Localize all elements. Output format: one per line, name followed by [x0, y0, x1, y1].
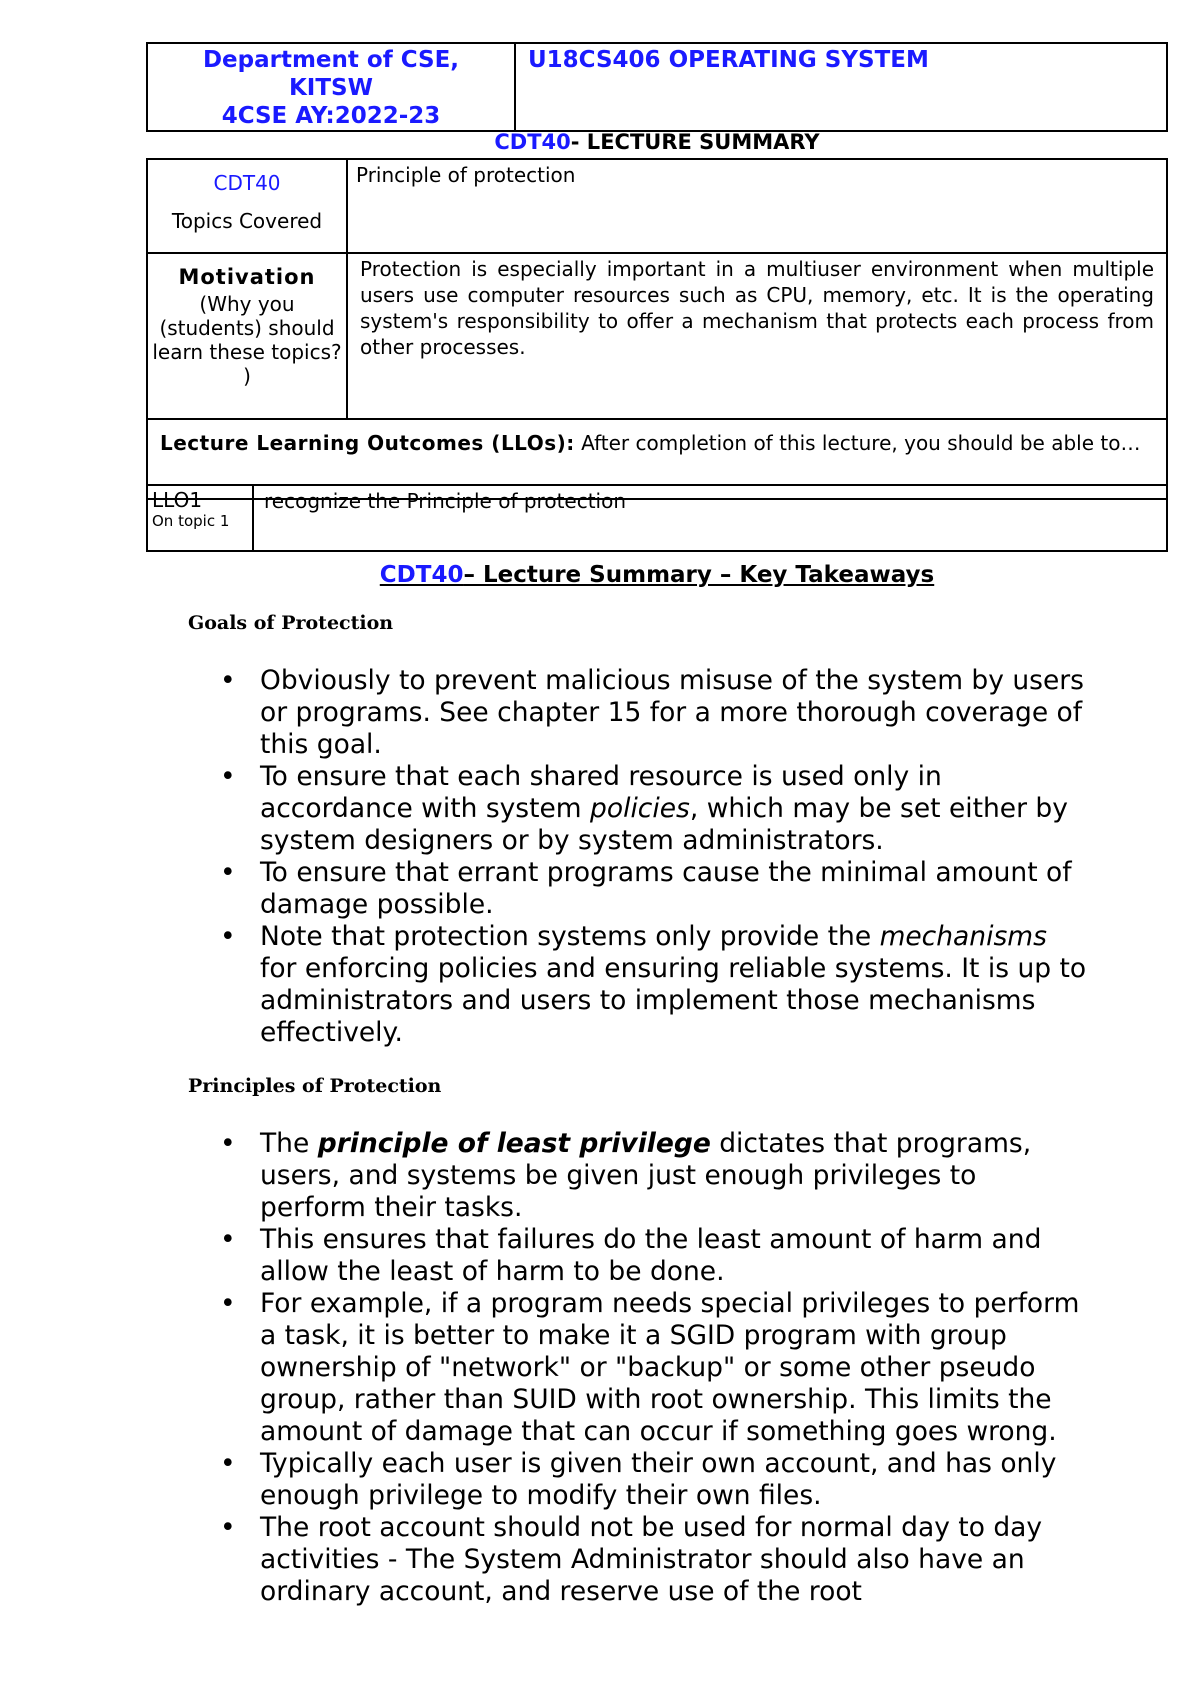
llo-table	[146, 484, 1168, 552]
principle-text: Typically each user is given their own account, and has only enough privilege to modify their own files.	[260, 1448, 1057, 1511]
goal-text: To ensure that each shared resource is used only in accordance with system	[260, 761, 942, 824]
principles-list	[260, 1128, 1090, 1608]
principles-heading: Principles of Protection	[188, 1075, 442, 1097]
key-takeaways-code: CDT40	[379, 562, 464, 588]
topic-code: CDT40	[213, 171, 281, 195]
topics-covered-label: Topics Covered	[171, 209, 323, 233]
course-title: U18CS406 OPERATING SYSTEM	[528, 47, 929, 73]
key-takeaways-title	[146, 560, 1168, 590]
goals-list	[260, 665, 1090, 1049]
llo-text-cell	[253, 485, 1167, 551]
course-cell	[515, 43, 1167, 131]
motivation-text: Protection is especially important in a multiuser environment when multiple users use computer resources such as CPU, memory, etc. It is the operating system's responsibility to offer a mechanism that protects each process from other processes.	[360, 257, 1154, 359]
emphasis-policies: policies	[590, 793, 690, 824]
goal-text: Obviously to prevent malicious misuse of the system by users or programs. See chapter 15 for a more thorough coverage of this goal.	[260, 665, 1084, 760]
list-item	[260, 857, 1090, 921]
list-item	[260, 1512, 1090, 1608]
header-table	[146, 42, 1168, 132]
list-item	[260, 665, 1090, 761]
principle-text: For example, if a program needs special privileges to perform a task, it is better to make it a SGID program with group ownership of "network" or "backup" or some other pseudo group, rather than SUID with root ownership. This limits the amount of damage that can occur if something goes wrong.	[260, 1288, 1080, 1447]
lecture-summary-label: - LECTURE SUMMARY	[570, 130, 820, 154]
llo-id-cell	[147, 485, 253, 551]
topics-covered-cell	[347, 159, 1167, 253]
list-item	[260, 921, 1090, 1049]
list-item	[260, 1288, 1090, 1448]
llo-id: LLO1	[152, 488, 203, 512]
lecture-summary-title	[146, 128, 1168, 156]
llo-topic: On topic 1	[152, 512, 230, 530]
llo-text: recognize the Principle of protection	[264, 489, 627, 513]
department-name: Department of CSE,	[202, 47, 460, 73]
motivation-label-cell	[147, 253, 347, 419]
goal-text: for enforcing policies and ensuring reliable systems. It is up to administrators and users to implement those mechanisms effectively.	[260, 953, 1087, 1048]
academic-year: 4CSE AY:2022-23	[221, 103, 441, 129]
institute-name: KITSW	[288, 75, 373, 101]
goal-text: , which may be set either by system designers or by system administrators.	[260, 793, 1068, 856]
key-takeaways-label: – Lecture Summary – Key Takeaways	[463, 562, 935, 588]
llo-label: Lecture Learning Outcomes (LLOs):	[160, 431, 575, 455]
summary-table	[146, 158, 1168, 500]
list-item	[260, 761, 1090, 857]
principle-text: The root account should not be used for normal day to day activities - The System Administrator should also have an ordinary account, and reserve use of the root	[260, 1512, 1043, 1607]
emphasis-mechanisms: mechanisms	[879, 921, 1047, 952]
llo-intro: After completion of this lecture, you should be able to…	[581, 431, 1141, 455]
list-item	[260, 1128, 1090, 1224]
goal-text: To ensure that errant programs cause the minimal amount of damage possible.	[260, 857, 1072, 920]
motivation-label: Motivation	[178, 265, 316, 289]
emphasis-least-privilege: principle of least privilege	[317, 1128, 711, 1159]
topics-covered-value: Principle of protection	[356, 163, 576, 187]
lecture-code: CDT40	[494, 130, 571, 154]
principle-text: The	[260, 1128, 318, 1159]
list-item	[260, 1224, 1090, 1288]
motivation-sublabel: (Why you (students) should learn these topics? )	[152, 292, 342, 388]
goal-text: Note that protection systems only provide the	[260, 921, 880, 952]
goals-heading: Goals of Protection	[188, 612, 394, 634]
principle-text: This ensures that failures do the least amount of harm and allow the least of harm to be done.	[260, 1224, 1042, 1287]
principle-text: dictates that programs, users, and systems be given just enough privileges to perform their tasks.	[260, 1128, 1032, 1223]
department-cell	[147, 43, 515, 131]
list-item	[260, 1448, 1090, 1512]
topic-code-cell	[147, 159, 347, 253]
motivation-text-cell	[347, 253, 1167, 419]
